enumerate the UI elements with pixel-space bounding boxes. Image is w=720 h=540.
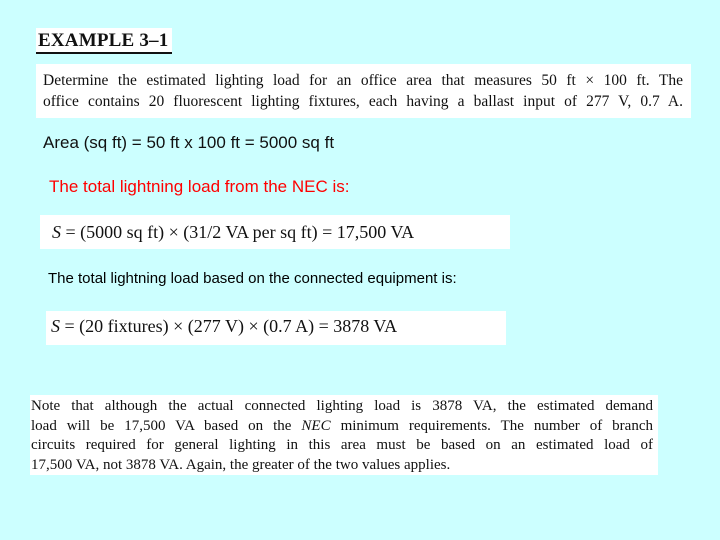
note-line-3: circuits required for general lighting in this area must be based on an estimated load of xyxy=(31,437,653,453)
note-line-4: 17,500 VA, not 3878 VA. Again, the greater of the two values applies. xyxy=(31,456,451,473)
note-line-2 xyxy=(31,417,653,437)
note-line-2-start: load will be 17,500 VA based on the xyxy=(31,417,302,434)
nec-load-equation xyxy=(40,215,510,249)
note-line-1: Note that although the actual connected lighting load is 3878 VA, the estimated demand xyxy=(31,398,653,414)
example-title-text: EXAMPLE 3–1 xyxy=(38,30,169,51)
note-nec-italic: NEC xyxy=(301,417,331,434)
example-title xyxy=(36,28,172,54)
nec-equation-variable: S xyxy=(52,222,61,242)
area-calculation: Area (sq ft) = 50 ft x 100 ft = 5000 sq ft xyxy=(43,133,335,152)
connected-load-equation xyxy=(46,311,506,345)
problem-line-1: Determine the estimated lighting load for an office area that measures 50 ft × 100 ft. The xyxy=(43,72,683,89)
problem-line-2: office contains 20 fluorescent lighting fixtures, each having a ballast input of 277 V, 0.7 A. xyxy=(43,93,683,110)
problem-statement-box xyxy=(36,64,691,118)
nec-load-heading: The total lightning load from the NEC is: xyxy=(49,177,350,196)
connected-equation-variable: S xyxy=(51,316,60,336)
connected-load-heading: The total lightning load based on the connected equipment is: xyxy=(48,270,457,287)
nec-equation-expression: = (5000 sq ft) × (31/2 VA per sq ft) = 17,500 VA xyxy=(61,222,415,242)
note-line-2-end: minimum requirements. The number of branch xyxy=(330,417,653,434)
connected-equation-expression: = (20 fixtures) × (277 V) × (0.7 A) = 3878 VA xyxy=(60,316,398,336)
note-box xyxy=(30,395,658,475)
